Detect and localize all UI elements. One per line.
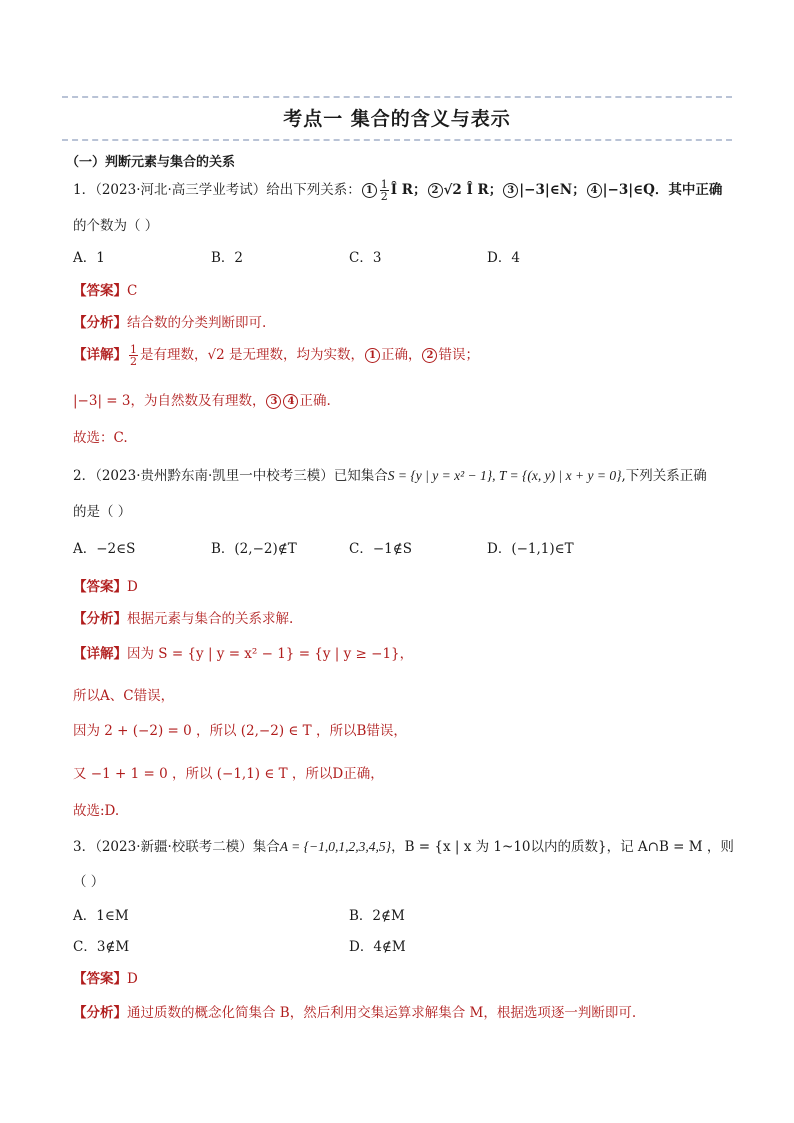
q1-stem-line1 [73, 178, 722, 202]
page-title: 考点一 集合的含义与表示 [283, 108, 511, 130]
q3-analysis [73, 1001, 636, 1021]
q2-detail-text-1: 因为 S = {y | y = x² − 1} = {y | y ≥ −1}， [127, 646, 414, 662]
q1-answer [73, 279, 137, 299]
q3-stem-line1 [73, 835, 734, 855]
q2-detail-line1 [73, 642, 413, 662]
q1-number: 1． [73, 182, 96, 198]
q2-answer-value: D [127, 579, 138, 595]
q1-rel4: |−3|∈Q．其中正确 [602, 182, 723, 198]
q3-stem-line2: （ ） [73, 874, 105, 890]
q1-rel2: √2 Î R； [443, 182, 503, 198]
q3-set-b: ，B = {x | x 为 1~10以内的质数}，记 A∩B = M ，则 [391, 839, 734, 855]
q2-answer [73, 575, 138, 595]
q1-option-b: B．2 [211, 250, 244, 266]
q3-analysis-text: 通过质数的概念化简集合 B，然后利用交集运算求解集合 M，根据选项逐一判断即可. [127, 1005, 637, 1021]
q1-analysis-tag: 【分析】 [73, 315, 127, 331]
q2-analysis-text: 根据元素与集合的关系求解. [127, 611, 294, 627]
q1-option-c: C．3 [349, 250, 382, 266]
q1-analysis [73, 311, 266, 331]
q1-marker-3: 3 [503, 183, 518, 198]
q1-fraction-den: 2 [380, 190, 388, 203]
q1-answer-value: C [127, 283, 138, 299]
q2-number: 2． [73, 468, 96, 484]
q2-analysis [73, 607, 293, 627]
q1-marker-2: 2 [428, 183, 443, 198]
q1-option-a: A．1 [73, 250, 105, 266]
q3-set-a: A = {−1,0,1,2,3,4,5} [279, 839, 392, 854]
q1-marker-1: 1 [362, 183, 377, 198]
q1-answer-tag: 【答案】 [73, 283, 127, 299]
q2-conclusion: 故选:D. [73, 803, 120, 819]
q1-source: （2023·河北·高三学业考试）给出下列关系： [95, 182, 361, 198]
q2-detail-line2: 所以A、C错误， [73, 688, 175, 704]
q1-stem-line2: 的个数为（ ） [73, 218, 159, 234]
q1-detail-text-c: 错误； [438, 347, 479, 363]
q1-marker-4: 4 [587, 183, 602, 198]
q1-detail-fraction-num: 1 [130, 343, 137, 356]
q1-detail-marker-1: 1 [365, 348, 380, 363]
q1-detail-line2 [73, 389, 331, 409]
q3-answer-tag: 【答案】 [73, 971, 127, 987]
q2-detail-line4: 又 −1 + 1 = 0 ，所以 (−1,1) ∈ T ，所以D正确， [73, 766, 384, 782]
q1-detail2-marker-3: 3 [266, 394, 281, 409]
q2-detail-tag: 【详解】 [73, 646, 127, 662]
q3-option-d: D．4∉M [349, 939, 406, 955]
q1-detail-marker-2: 2 [422, 348, 437, 363]
q2-stem-line1 [73, 464, 707, 484]
q1-detail2-text-a: |−3| = 3，为自然数及有理数， [73, 393, 266, 409]
q1-fraction [380, 179, 389, 202]
q1-detail-fraction [129, 344, 138, 367]
q1-fraction-num: 1 [380, 178, 388, 191]
q2-detail-line3: 因为 2 + (−2) = 0 ，所以 (2,−2) ∈ T ，所以B错误， [73, 723, 407, 739]
q1-conclusion: 故选：C. [73, 430, 128, 446]
q3-number: 3． [73, 839, 96, 855]
q1-rel1-tail: Î R； [390, 182, 427, 198]
q3-analysis-tag: 【分析】 [73, 1005, 127, 1021]
q1-detail-text-a: 是有理数，√2 是无理数，均为实数， [140, 347, 364, 363]
q3-answer [73, 967, 138, 987]
q1-detail-text-b: 正确， [380, 347, 422, 363]
q1-detail2-text-b: 正确. [299, 393, 331, 409]
q1-detail-tag: 【详解】 [73, 347, 127, 363]
q3-answer-value: D [127, 971, 138, 987]
q2-stem-line2: 的是（ ） [73, 504, 132, 520]
q2-sets: S = {y | y = x² − 1}, T = {(x, y) | x + y = 0} [387, 468, 622, 483]
title-bottom-rule [62, 139, 732, 141]
q1-rel3: |−3|∈N； [519, 182, 586, 198]
q2-source: （2023·贵州黔东南·凯里一中校考三模）已知集合 [95, 468, 388, 484]
q2-option-d: D．(−1,1)∈T [487, 541, 574, 557]
q2-analysis-tag: 【分析】 [73, 611, 127, 627]
q2-option-b: B．(2,−2)∉T [211, 541, 297, 557]
q1-detail-line1 [73, 343, 479, 367]
q2-tail: ,下列关系正确 [621, 468, 707, 484]
q2-option-c: C．−1∉S [349, 541, 412, 557]
q1-analysis-text: 结合数的分类判断即可. [127, 315, 267, 331]
q1-option-d: D．4 [487, 250, 520, 266]
q3-option-c: C．3∉M [73, 939, 130, 955]
q3-source: （2023·新疆·校联考二模）集合 [95, 839, 280, 855]
q2-option-a: A．−2∈S [73, 541, 136, 557]
section-heading: （一）判断元素与集合的关系 [66, 155, 236, 170]
q3-option-a: A．1∈M [73, 908, 129, 924]
q1-detail2-marker-4: 4 [283, 394, 298, 409]
title-top-rule [62, 96, 732, 98]
q3-option-b: B．2∉M [349, 908, 405, 924]
q2-answer-tag: 【答案】 [73, 579, 127, 595]
q1-detail-fraction-den: 2 [130, 355, 137, 368]
